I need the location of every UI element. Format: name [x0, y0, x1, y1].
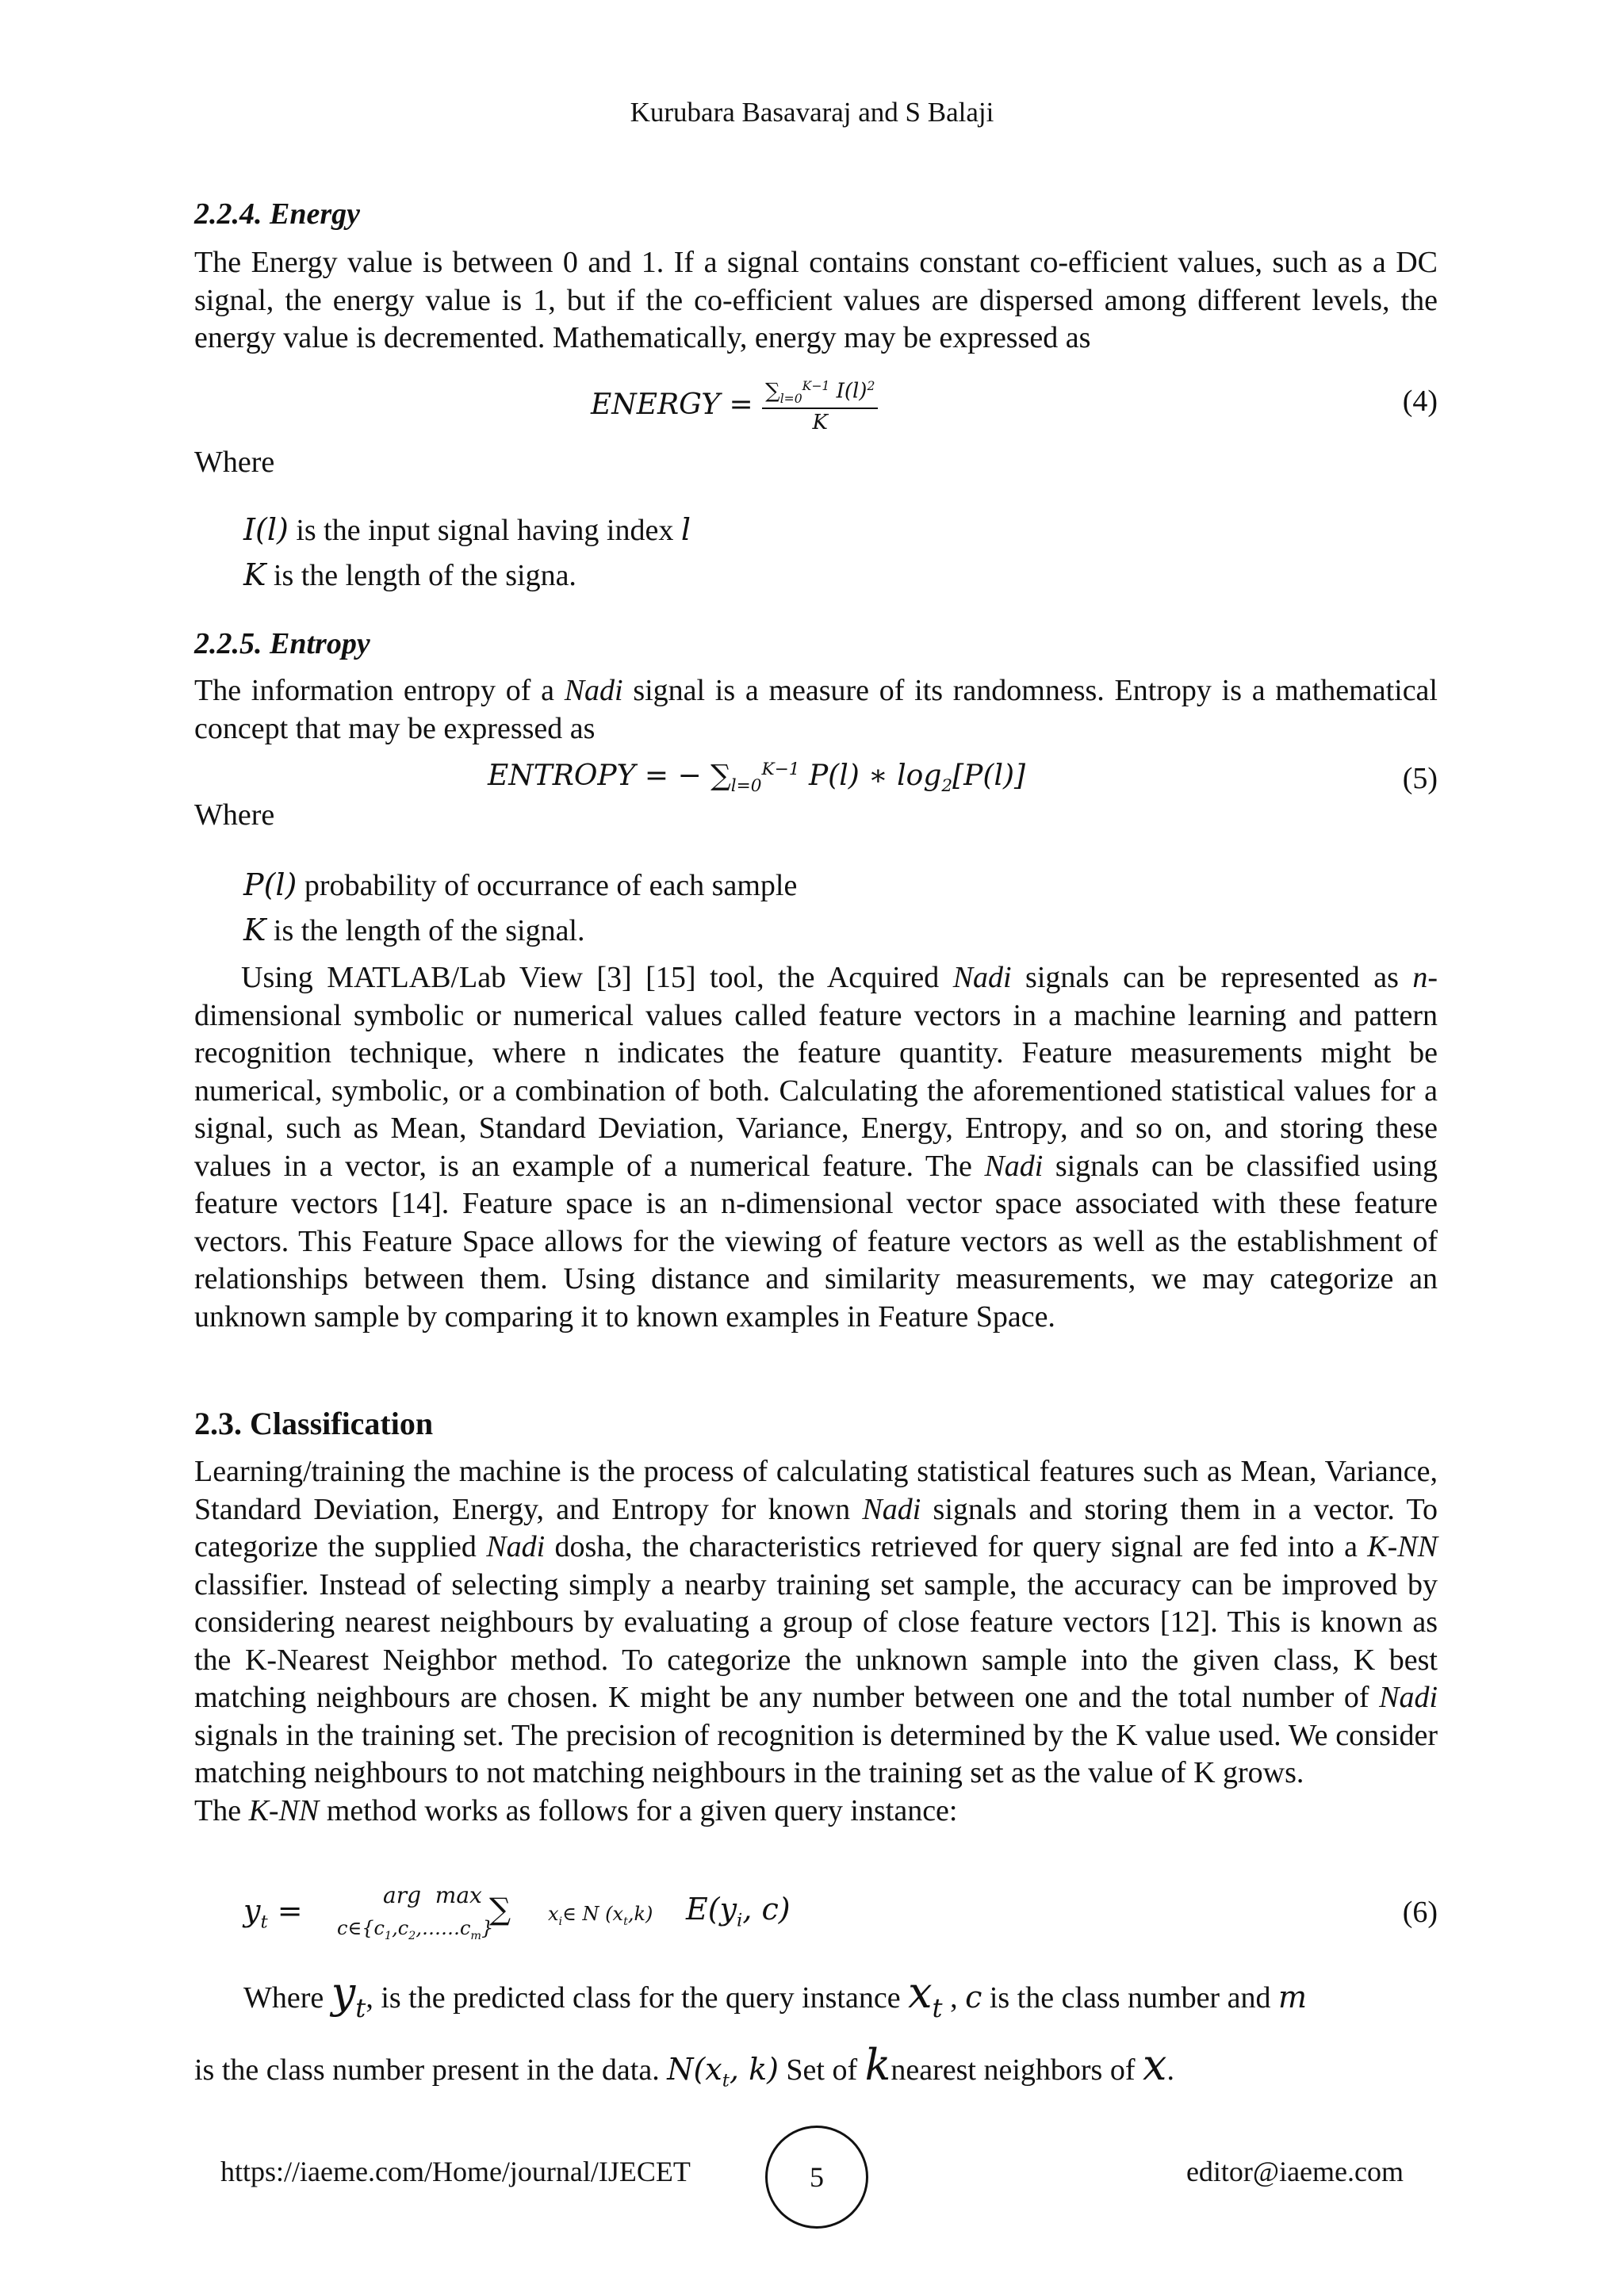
running-head: Kurubara Basavaraj and S Balaji	[630, 97, 994, 128]
energy-definitions	[194, 507, 1438, 598]
knn-where-line-2: is the class number present in the data. $N(x_t$, k) Set of knearest neighbors of x.	[194, 2039, 1174, 2091]
entropy-eq-rhs: P(l) ∗ log	[808, 760, 942, 792]
page-number-badge	[765, 2126, 868, 2229]
entropy-definitions	[194, 863, 1438, 953]
knn-where-block	[194, 1968, 1438, 2103]
entropy-paragraph: The information entropy of a Nadi signal is a measure of its randomness. Entropy is a mathematical concept that may be expressed as	[194, 674, 1438, 745]
entropy-paragraph-block	[194, 672, 1438, 748]
section-entropy	[194, 626, 1438, 661]
equation-5: ENTROPY = − $\sum_{l=0}^{K-1}$ P(l) ∗ $\log_2[P(l)]$ (5)	[488, 760, 1438, 797]
energy-where-block	[194, 444, 1438, 482]
equation-number-6: (6)	[1402, 1896, 1438, 1929]
equation-number-5: (5)	[1402, 762, 1438, 795]
footer-journal-link[interactable]: https://iaeme.com/Home/journal/IJECET	[220, 2156, 691, 2187]
entropy-def-length: K is the length of the signal.	[243, 913, 585, 947]
knn-where-line-1: Where $y_t$, is the predicted class for the query instance $x_t$ , c is the class number and m	[243, 1968, 1308, 2023]
page-number: 5	[810, 2161, 824, 2193]
entropy-where: Where	[194, 798, 275, 832]
energy-where: Where	[194, 446, 275, 479]
equation-4	[194, 366, 1438, 434]
energy-eq-lhs: ENERGY =	[591, 388, 753, 421]
matlab-paragraph-block	[194, 959, 1438, 1336]
energy-def-length: K is the length of the signa.	[243, 557, 576, 592]
energy-paragraph-block	[194, 244, 1438, 358]
section-heading-classification: 2.3. Classification	[194, 1406, 434, 1441]
section-heading-energy: 2.2.4. Energy	[194, 197, 360, 231]
classification-paragraph: Learning/training the machine is the process of calculating statistical features such as Mean, Variance, Standard Deviation, Energy, and Entropy for known Nadi signals and storing them in a vector. To categorize the supplied Nadi dosha, the characteristics retrieved for query signal are fed into a K-NN classifier. Instead of selecting simply a nearby training set sample, the accuracy can be improved by considering nearest neighbours by evaluating a group of close feature vectors [12]. This is known as the K-Nearest Neighbor method. To categorize the unknown sample into the given class, K best matching neighbours are chosen. K might be any number between one and the total number of Nadi signals in the training set. The precision of recognition is determined by the K value used. We consider matching neighbours to not matching neighbours in the training set as the value of K grows.	[194, 1455, 1438, 1789]
energy-eq-fraction: $\frac{\sum_{l=0}^{K-1} I(l)^2}{K}$	[762, 379, 878, 434]
entropy-where-block	[194, 797, 1438, 835]
footer-email-link[interactable]: editor@iaeme.com	[1185, 2156, 1404, 2187]
section-heading-entropy: 2.2.5. Entropy	[194, 627, 370, 660]
section-classification	[194, 1405, 1438, 1442]
entropy-eq-lhs: ENTROPY = −	[488, 760, 702, 792]
knn-intro: The K-NN method works as follows for a given query instance:	[194, 1793, 958, 1827]
equation-6: $y_t$ = arg max $c\in\{c_1,c_2,\dots\dots c_m\}$ ∑ $x_i\in$ N $(x_t,k)$ $E(y_i$, c) (6)	[243, 1882, 1438, 1942]
energy-def-input: I(l) is the input signal having index l	[243, 512, 691, 547]
energy-paragraph: The Energy value is between 0 and 1. If a signal contains constant co-efficient values, such as a DC signal, the energy value is 1, but if the co-efficient values are dispersed among different levels, the energy value is decremented. Mathematically, energy may be expressed as	[194, 246, 1438, 354]
entropy-def-probability: P(l) probability of occurrance of each sample	[243, 867, 798, 902]
classification-paragraph-block	[194, 1453, 1438, 1830]
equation-number-4: (4)	[1402, 385, 1438, 418]
section-energy	[194, 197, 1438, 232]
matlab-paragraph: Using MATLAB/Lab View [3] [15] tool, the Acquired Nadi signals can be represented as n-dimensional symbolic or numerical values called feature vectors in a machine learning and pattern recognition technique, where n indicates the feature quantity. Feature measurements might be numerical, symbolic, or a combination of both. Calculating the aforementioned statistical values for a signal, such as Mean, Standard Deviation, Variance, Energy, Entropy, and so on, and storing these values in a vector, is an example of a numerical feature. The Nadi signals can be classified using feature vectors [14]. Feature space is an n-dimensional vector space associated with these feature vectors. This Feature Space allows for the viewing of feature vectors as well as the establishment of relationships between them. Using distance and similarity measurements, we may categorize an unknown sample by comparing it to known examples in Feature Space.	[194, 961, 1438, 1334]
